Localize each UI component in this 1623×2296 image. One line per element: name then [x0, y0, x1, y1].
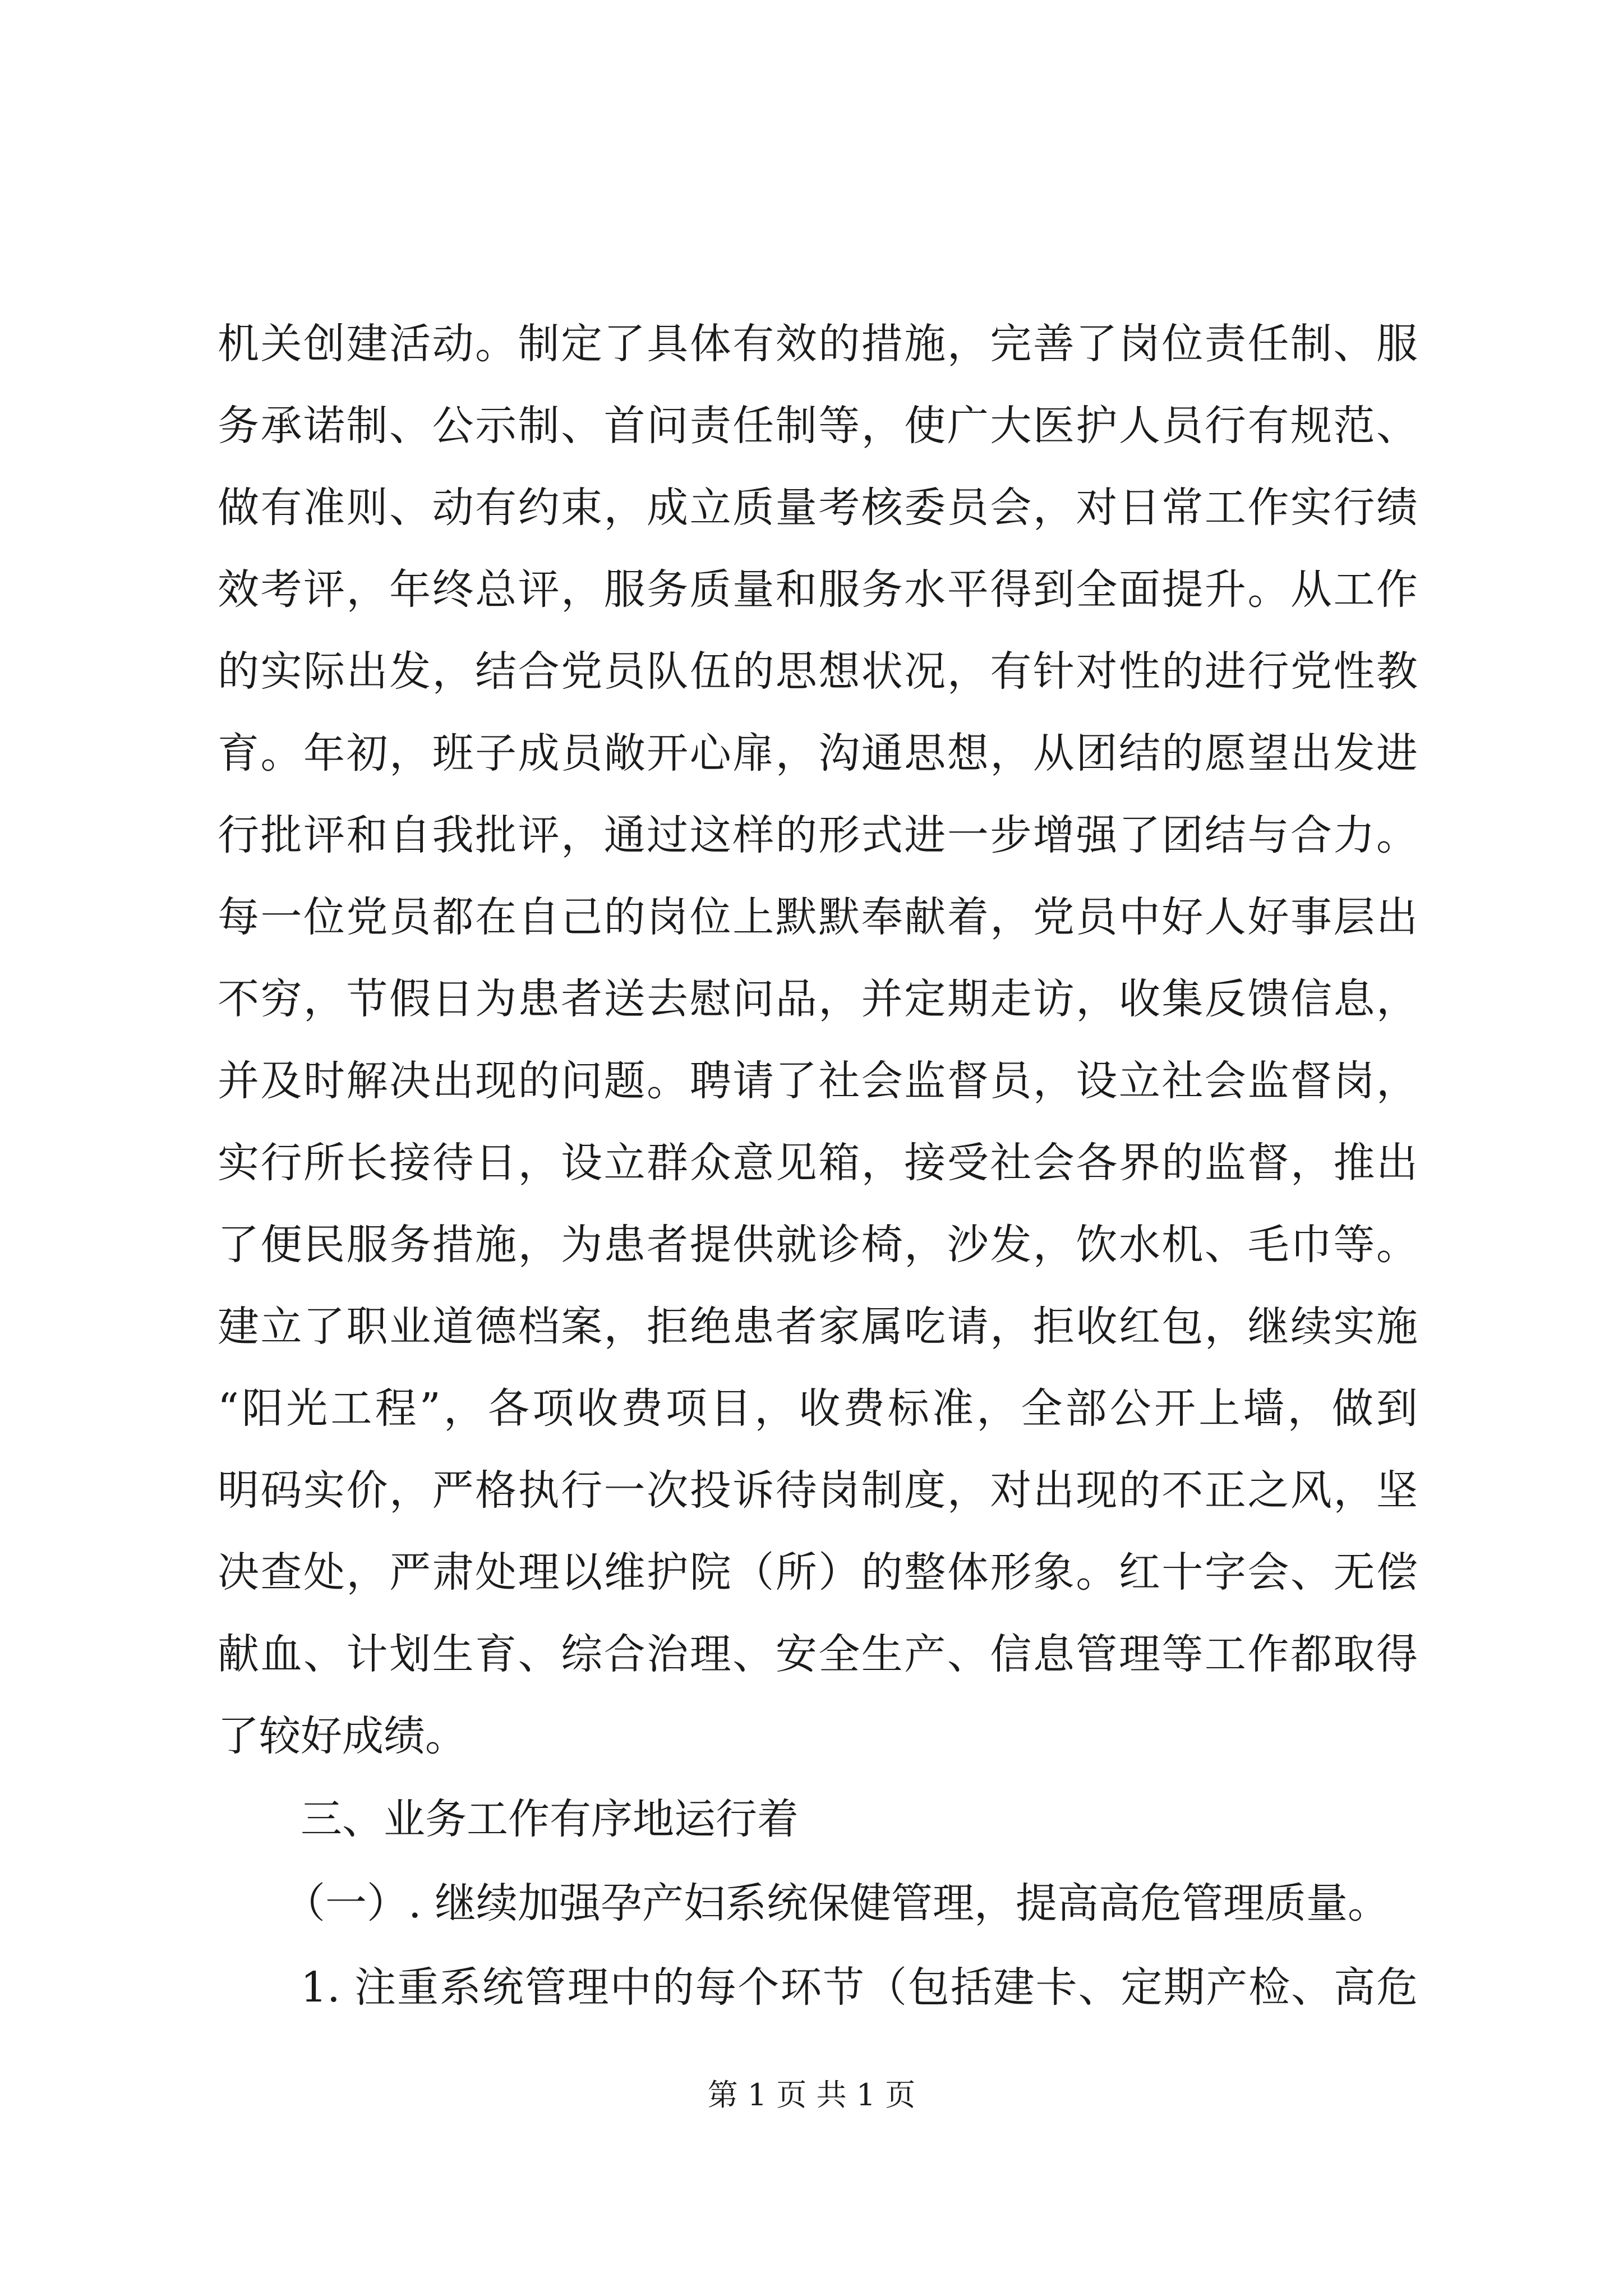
paragraph-line: 每一位党员都在自己的岗位上默默奉献着，党员中好人好事层出	[218, 893, 1418, 941]
paragraph-line: 了较好成绩。	[218, 1712, 467, 1760]
subsection-heading: （一）. 继续加强孕产妇系统保健管理，提高高危管理质量。	[284, 1879, 1390, 1927]
paragraph-line: 不穷，节假日为患者送去慰问品，并定期走访，收集反馈信息，	[218, 975, 1418, 1023]
section-heading: 三、业务工作有序地运行着	[301, 1795, 799, 1843]
paragraph-line: “阳光工程”，各项收费项目，收费标准，全部公开上墙，做到	[218, 1384, 1418, 1433]
paragraph-line: 育。年初，班子成员敞开心扉，沟通思想，从团结的愿望出发进	[218, 729, 1418, 777]
document-body	[218, 303, 1418, 2030]
paragraph-line: 了便民服务措施，为患者提供就诊椅，沙发，饮水机、毛巾等。	[218, 1221, 1418, 1269]
paragraph-line: 实行所长接待日，设立群众意见箱，接受社会各界的监督，推出	[218, 1139, 1418, 1187]
list-item: 1. 注重系统管理中的每个环节（包括建卡、定期产检、高危	[301, 1963, 1418, 2012]
paragraph-line: 建立了职业道德档案，拒绝患者家属吃请，拒收红包，继续实施	[218, 1303, 1418, 1351]
page-footer: 第 1 页 共 1 页	[707, 2077, 916, 2113]
paragraph-line: 务承诺制、公示制、首问责任制等，使广大医护人员行有规范、	[218, 402, 1418, 450]
paragraph-line: 并及时解决出现的问题。聘请了社会监督员，设立社会监督岗，	[218, 1057, 1418, 1105]
paragraph-line: 献血、计划生育、综合治理、安全生产、信息管理等工作都取得	[218, 1630, 1418, 1678]
paragraph-line: 做有准则、动有约束，成立质量考核委员会，对日常工作实行绩	[218, 484, 1418, 532]
paragraph-line: 明码实价，严格执行一次投诉待岗制度，对出现的不正之风，坚	[218, 1466, 1418, 1515]
paragraph-line: 效考评，年终总评，服务质量和服务水平得到全面提升。从工作	[218, 565, 1418, 614]
paragraph-line: 行批评和自我批评，通过这样的形式进一步增强了团结与合力。	[218, 811, 1418, 859]
paragraph-line: 机关创建活动。制定了具体有效的措施，完善了岗位责任制、服	[218, 320, 1418, 368]
paragraph-line: 的实际出发，结合党员队伍的思想状况，有针对性的进行党性教	[218, 647, 1418, 696]
paragraph-line: 决查处，严肃处理以维护院（所）的整体形象。红十字会、无偿	[218, 1548, 1418, 1596]
